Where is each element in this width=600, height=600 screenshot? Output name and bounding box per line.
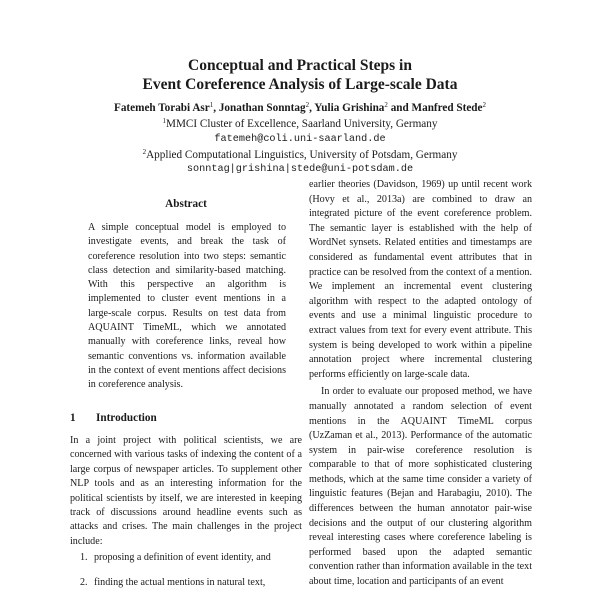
author-name: Fatemeh Torabi Asr bbox=[114, 102, 210, 114]
author-list bbox=[0, 101, 600, 115]
abstract-heading: Abstract bbox=[165, 198, 207, 210]
list-item bbox=[80, 576, 302, 590]
email-2: sonntag|grishina|stede@uni-potsdam.de bbox=[186, 164, 414, 175]
section-heading bbox=[70, 412, 302, 424]
affiliation-text: MMCI Cluster of Excellence, Saarland University, Germany bbox=[166, 118, 438, 130]
affiliation-text: Applied Computational Linguistics, University of Potsdam, Germany bbox=[146, 149, 458, 161]
right-column bbox=[309, 178, 532, 590]
author-affiliation-mark: 2 bbox=[482, 101, 486, 109]
title-line-1: Conceptual and Practical Steps in bbox=[188, 57, 412, 74]
author-affiliation-mark: 1 bbox=[209, 101, 214, 109]
paper-title bbox=[0, 56, 600, 94]
affiliation-mark: 2 bbox=[142, 148, 147, 156]
affiliation-2 bbox=[0, 148, 600, 162]
author-affiliation-mark: 2 bbox=[384, 101, 388, 109]
author-affiliation-mark: 2 bbox=[305, 101, 310, 109]
list-item-label: 1. bbox=[80, 552, 88, 563]
author-name: Jonathan Sonntag bbox=[218, 102, 306, 114]
intro-text: In a joint project with political scientists, we are concerned with various tasks of indexing the content of a large corpus of newspaper articles. To supplement other NLP tools and as an interesting information for the political scientists by itself, we are interested in keeping track of discussions around headline events such as attacks and crises. The main challenges in the project include: bbox=[70, 435, 302, 547]
author-name: Manfred Stede bbox=[411, 102, 483, 114]
section-number: 1 bbox=[70, 412, 76, 424]
title-line-2: Event Coreference Analysis of Large-scale Data bbox=[142, 76, 458, 93]
list-item-label: 2. bbox=[80, 577, 88, 588]
abstract-text: A simple conceptual model is employed to investigate events, and break the task of coreference resolution into two steps: semantic class detection and similarity-based matching. With this perspective an algorithm is implemented to cluster event mentions in a large-scale corpus. Results on test data from AQUAINT TimeML, which we annotated manually with coreference links, reveal how semantic conventions vs. information available in the context of event mentions affect decisions in coreference analysis. bbox=[88, 222, 286, 391]
section-title: Introduction bbox=[96, 412, 157, 424]
author-separator: , bbox=[309, 102, 312, 114]
affiliation-mark: 1 bbox=[162, 117, 167, 125]
list-item-text: finding the actual mentions in natural text, bbox=[94, 577, 266, 588]
intro-paragraph bbox=[70, 434, 302, 549]
body-paragraph: earlier theories (Davidson, 1969) up until recent work (Hovy et al., 2013a) are combined to draw an integrated picture of the event coreference problem. The semantic layer is established with the help of WordNet synsets. Related entities and timestamps are considered as fundamental event attributes that in practice can be resolved from the context of a mention. We implement an incremental event clustering algorithm with respect to the adapted ontology of events and use a minimal linguistic procedure to extract values from text for every event attribute. This system is being developed to work within a pipeline annotation project where incremental clustering performs efficiently on large-scale data. bbox=[309, 179, 532, 380]
author-separator: and bbox=[390, 102, 409, 114]
list-item-text: proposing a definition of event identity, and bbox=[94, 552, 271, 563]
author-separator: , bbox=[213, 102, 217, 114]
author-name: Yulia Grishina bbox=[314, 102, 385, 114]
email-1: fatemeh@coli.uni-saarland.de bbox=[214, 134, 386, 145]
list-item bbox=[80, 551, 302, 565]
affiliation-1 bbox=[0, 117, 600, 131]
body-paragraph: In order to evaluate our proposed method, we have manually annotated a random selection of event mentions in the AQUAINT TimeML corpus (UzZaman et al., 2013). Performance of the automatic system in pair-wise coreference resolution is comparable to that of more sophisticated clustering methods, which at the same time consider a variety of linguistic features (Bejan and Harabagiu, 2010). The differences between the human annotator pair-wise decisions and the output of our clustering algorithm reveal interesting cases where coreference labeling is performed based upon the adapted semantic convention rather than information available in the text about time, location and participants of an event bbox=[309, 386, 532, 588]
